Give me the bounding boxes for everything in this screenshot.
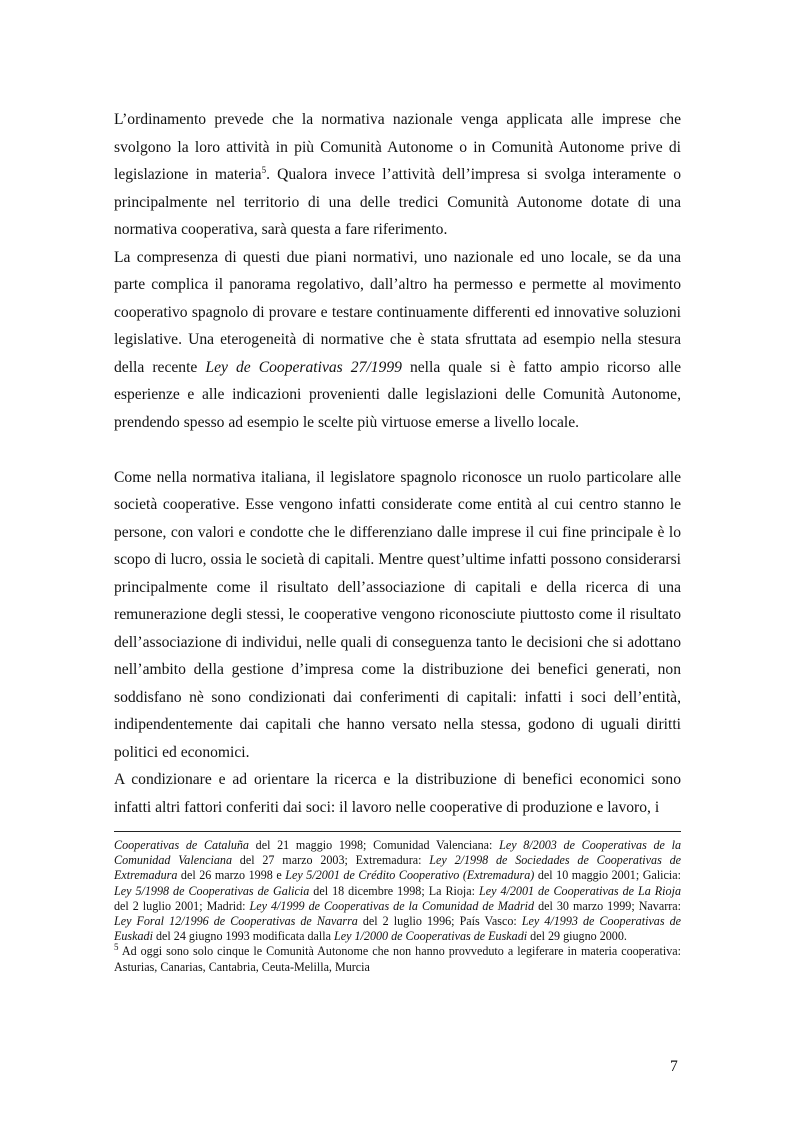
- footnote-text-segment: del 2 luglio 1996; País Vasco:: [357, 914, 522, 929]
- footnote-law-title: Ley 4/1993 de Cooperativas de Euskadi: [114, 914, 682, 944]
- paragraph-1-text-b: . Qualora invece l’attività dell’impresa si svolga interamente o principalmente nel territorio di una delle tredici Comunità Autonome dotate di una normativa cooperativa, sarà questa a fare riferimento.: [114, 166, 682, 238]
- page-number: 7: [670, 1058, 678, 1075]
- paragraph-2-text-a: La compresenza di questi due piani normativi, uno nazionale ed uno locale, se da una parte complica il panorama regolativo, dall’altro ha permesso e permette al movimento cooperativo spagnolo di provare e testare continuamente differenti ed innovative soluzioni legislative. Una eterogeneità di normative che è stata sfruttata ad esempio nella stesura della recente: [114, 248, 681, 376]
- footnote-text-segment: del 10 maggio 2001; Galicia:: [534, 868, 681, 883]
- footnote-ref-5[interactable]: 5: [261, 164, 267, 175]
- footnote-law-title: Cooperativas de Cataluña: [114, 838, 249, 852]
- footnote-law-title: Ley 4/2001 de Cooperativas de La Rioja: [479, 883, 681, 898]
- footnote-text-segment: del 30 marzo 1999; Navarra:: [534, 898, 681, 913]
- footnote-law-title: Ley 5/1998 de Cooperativas de Galicia: [114, 883, 310, 898]
- paragraph-2: [114, 244, 681, 437]
- paragraph-2-text-b: nella quale si è fatto ampio ricorso alle esperienze e alle indicazioni provenienti dalle legislazioni delle Comunità Autonome, prendendo spesso ad esempio le scelte più virtuose emerse a livello locale.: [114, 358, 682, 431]
- main-text: [114, 106, 681, 821]
- footnote-law-title: Ley 5/2001 de Crédito Cooperativo (Extremadura): [285, 868, 535, 883]
- footnote-continuation: [114, 838, 681, 944]
- paragraph-1: [114, 106, 681, 244]
- footnote-5-mark: 5: [114, 942, 119, 953]
- footnote-divider: [114, 831, 681, 832]
- footnote-law-title: Ley 2/1998 de Sociedades de Cooperativas de Extremadura: [114, 853, 682, 883]
- footnote-law-title: Ley 8/2003 de Cooperativas de la Comunidad Valenciana: [114, 838, 681, 868]
- footnote-text-segment: del 29 giugno 2000.: [527, 929, 627, 944]
- footnote-text-segment: del 27 marzo 2003; Extremadura:: [232, 853, 430, 868]
- paragraph-3: Come nella normativa italiana, il legislatore spagnolo riconosce un ruolo particolare alle società cooperative. Esse vengono infatti considerate come entità al cui centro stanno le persone, con valori e condotte che le differenziano dalle imprese il cui fine principale è lo scopo di lucro, ossia le società di capitali. Mentre quest’ultime infatti possono considerarsi principalmente come il risultato dell’associazione di capitali e della ricerca di una remunerazione degli stessi, le cooperative vengono riconosciute piuttosto come il risultato dell’associazione di individui, nelle quali di conseguenza tanto le decisioni che si adottano nell’ambito della gestione d’impresa come la distribuzione dei benefici generati, non soddisfano nè sono condizionati dai conferimenti di capitali: infatti i soci dell’entità, indipendentemente dai capitali che hanno versato nella stessa, godono di uguali diritti politici ed economici.: [114, 468, 681, 761]
- footnote-law-title: Ley 1/2000 de Cooperativas de Euskadi: [334, 929, 528, 944]
- paragraph-1-text-a: L’ordinamento prevede che la normativa nazionale venga applicata alle imprese che svolgono la loro attività in più Comunità Autonome o in Comunità Autonome prive di legislazione in materia: [114, 111, 681, 183]
- footnotes: [114, 838, 681, 975]
- paragraph-4: A condizionare e ad orientare la ricerca e la distribuzione di benefici economici sono infatti altri fattori conferiti dai soci: il lavoro nelle cooperative di produzione e lavoro, i: [114, 771, 681, 816]
- footnote-law-title: Ley Foral 12/1996 de Cooperativas de Navarra: [114, 914, 358, 929]
- footnote-law-title: Ley 4/1999 de Cooperativas de la Comunidad de Madrid: [249, 898, 535, 913]
- footnote-text-segment: del 24 giugno 1993 modificata dalla: [152, 929, 334, 944]
- footnote-5: [114, 944, 681, 974]
- footnote-text-segment: del 26 marzo 1998 e: [177, 868, 286, 883]
- paragraph-gap: [114, 436, 681, 464]
- footnote-text-segment: del 2 luglio 2001; Madrid:: [114, 898, 250, 913]
- footnote-text-segment: del 21 maggio 1998; Comunidad Valenciana:: [248, 838, 500, 852]
- footnote-5-text: Ad oggi sono solo cinque le Comunità Autonome che non hanno provveduto a legiferare in materia cooperativa: Asturias, Canarias, Cantabria, Ceuta-Melilla, Murcia: [114, 944, 681, 974]
- footnote-text-segment: del 18 dicembre 1998; La Rioja:: [309, 883, 479, 898]
- law-citation: Ley de Cooperativas 27/1999: [205, 358, 402, 376]
